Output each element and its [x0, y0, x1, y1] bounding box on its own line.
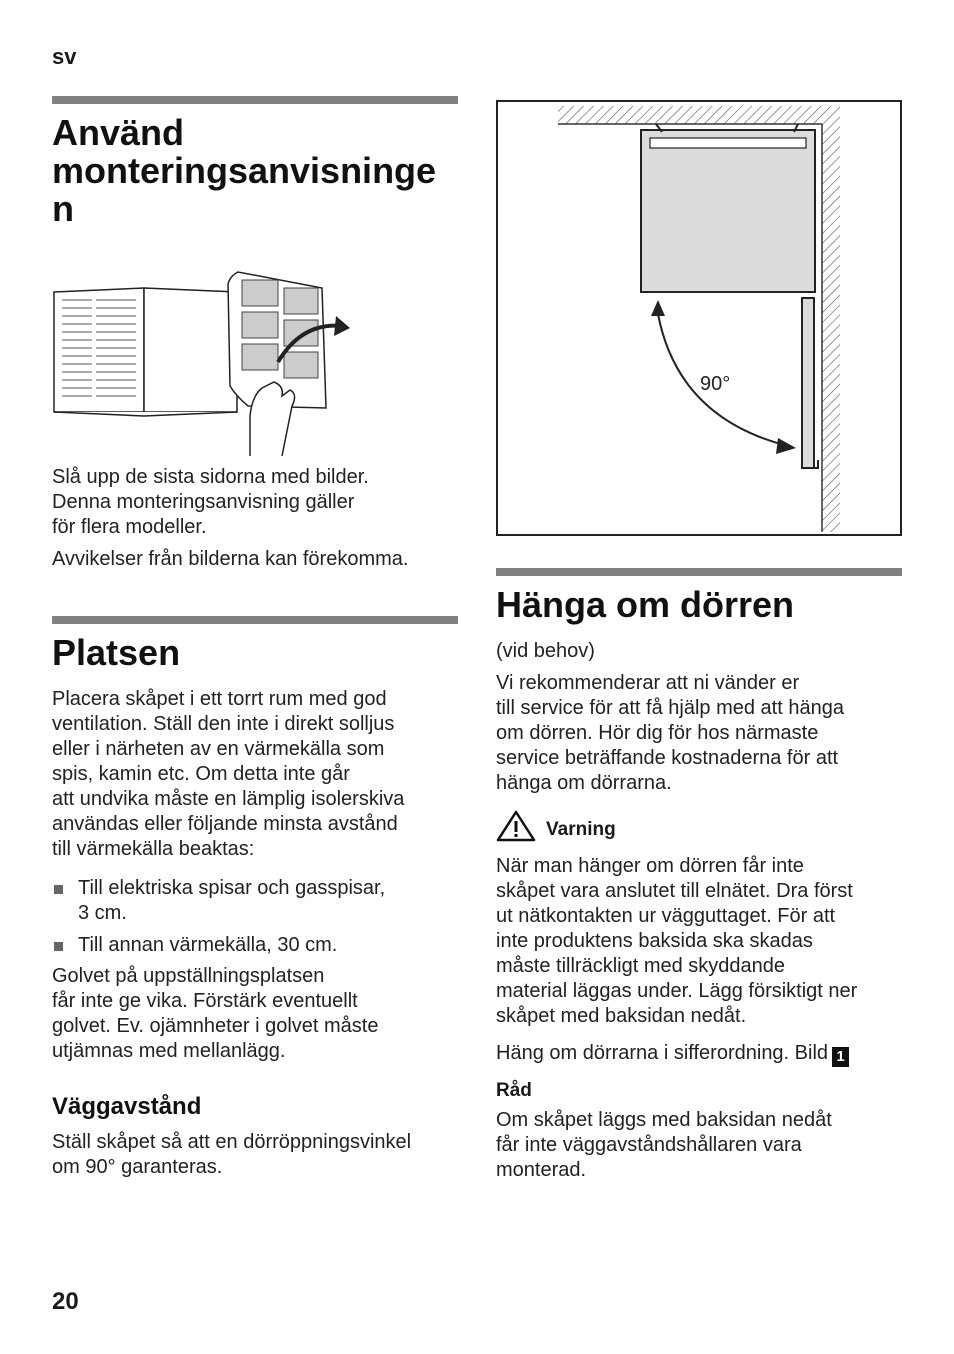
- text-line: skåpet vara anslutet till elnätet. Dra först: [496, 880, 853, 902]
- warning-label: Varning: [546, 819, 616, 840]
- wall-distance-paragraph: [52, 1130, 411, 1180]
- text-line: får inte väggavståndshållaren vara: [496, 1134, 802, 1156]
- section-title-instructions: Använd monteringsanvisninge n: [52, 112, 437, 229]
- text-line: Denna monteringsanvisning gäller: [52, 491, 355, 513]
- tip-label: Råd: [496, 1080, 532, 1101]
- list-item-text: Till elektriska spisar och gasspisar,: [78, 877, 386, 899]
- text-line: monterad.: [496, 1159, 587, 1181]
- text-line: Ställ skåpet så att en dörröppningsvinkel: [52, 1131, 412, 1153]
- list-item: [52, 876, 452, 926]
- text-line: att undvika måste en lämplig isolerskiva: [52, 788, 405, 810]
- text-line: golvet. Ev. ojämnheter i golvet måste: [52, 1015, 379, 1037]
- text-line: När man hänger om dörren får inte: [496, 855, 804, 877]
- location-paragraph: [52, 687, 404, 862]
- list-item: [52, 933, 452, 958]
- text-line: inte produktens baksida ska skadas: [496, 930, 813, 952]
- list-item-text: Till annan värmekälla, 30 cm.: [78, 934, 338, 956]
- warning-triangle-icon: [496, 810, 536, 842]
- section-rule: [52, 616, 458, 624]
- subheading-wall-distance: Väggavstånd: [52, 1093, 202, 1120]
- note-as-needed: (vid behov): [496, 640, 595, 662]
- text-line: ventilation. Ställ den inte i direkt solljus: [52, 713, 395, 735]
- text-line: spis, kamin etc. Om detta inte går: [52, 763, 350, 785]
- door-angle-figure: [496, 100, 902, 536]
- bullet-square-icon: [54, 942, 63, 951]
- text-line: till värmekälla beaktas:: [52, 838, 255, 860]
- text-line: eller i närheten av en värmekälla som: [52, 738, 385, 760]
- text-line: service beträffande kostnaderna för att: [496, 747, 839, 769]
- page-number: 20: [52, 1288, 79, 1315]
- warning-paragraph: [496, 854, 857, 1029]
- text-line: material läggas under. Lägg försiktigt ner: [496, 980, 858, 1002]
- text-line: Slå upp de sista sidorna med bilder.: [52, 466, 369, 488]
- text-line: Om skåpet läggs med baksidan nedåt: [496, 1109, 832, 1131]
- text-line: måste tillräckligt med skyddande: [496, 955, 786, 977]
- text-line: Placera skåpet i ett torrt rum med god: [52, 688, 387, 710]
- door-angle-diagram: [498, 102, 900, 534]
- intro-paragraph: [52, 465, 369, 540]
- figure-ref-badge: 1: [832, 1047, 849, 1067]
- tip-paragraph: [496, 1108, 832, 1183]
- list-item-text: 3 cm.: [78, 902, 127, 924]
- manual-illustration: [52, 266, 352, 458]
- text-line: om dörren. Hör dig för hos närmaste: [496, 722, 819, 744]
- text-line: ut nätkontakten ur vägguttaget. För att: [496, 905, 836, 927]
- text-line: om 90° garanteras.: [52, 1156, 223, 1178]
- floor-paragraph: [52, 964, 378, 1064]
- language-code: sv: [52, 44, 77, 69]
- warning-heading: [496, 810, 616, 842]
- distance-list: [52, 876, 452, 958]
- section-rule: [496, 568, 902, 576]
- section-title-door: Hänga om dörren: [496, 584, 795, 625]
- text-line: Golvet på uppställningsplatsen: [52, 965, 325, 987]
- text-line: till service för att få hjälp med att hänga: [496, 697, 844, 719]
- deviation-note: Avvikelser från bilderna kan förekomma.: [52, 548, 409, 570]
- section-title-location: Platsen: [52, 632, 181, 673]
- text-line: får inte ge vika. Förstärk eventuellt: [52, 990, 358, 1012]
- instruction-text: Häng om dörrarna i sifferordning. Bild: [496, 1042, 829, 1064]
- instruction-line: [496, 1041, 849, 1067]
- angle-label: 90°: [700, 373, 731, 395]
- text-line: skåpet med baksidan nedåt.: [496, 1005, 747, 1027]
- text-line: användas eller följande minsta avstånd: [52, 813, 398, 835]
- door-paragraph: [496, 671, 844, 796]
- text-line: hänga om dörrarna.: [496, 772, 672, 794]
- text-line: för flera modeller.: [52, 516, 207, 538]
- section-rule: [52, 96, 458, 104]
- bullet-square-icon: [54, 885, 63, 894]
- text-line: utjämnas med mellanlägg.: [52, 1040, 286, 1062]
- text-line: Vi rekommenderar att ni vänder er: [496, 672, 800, 694]
